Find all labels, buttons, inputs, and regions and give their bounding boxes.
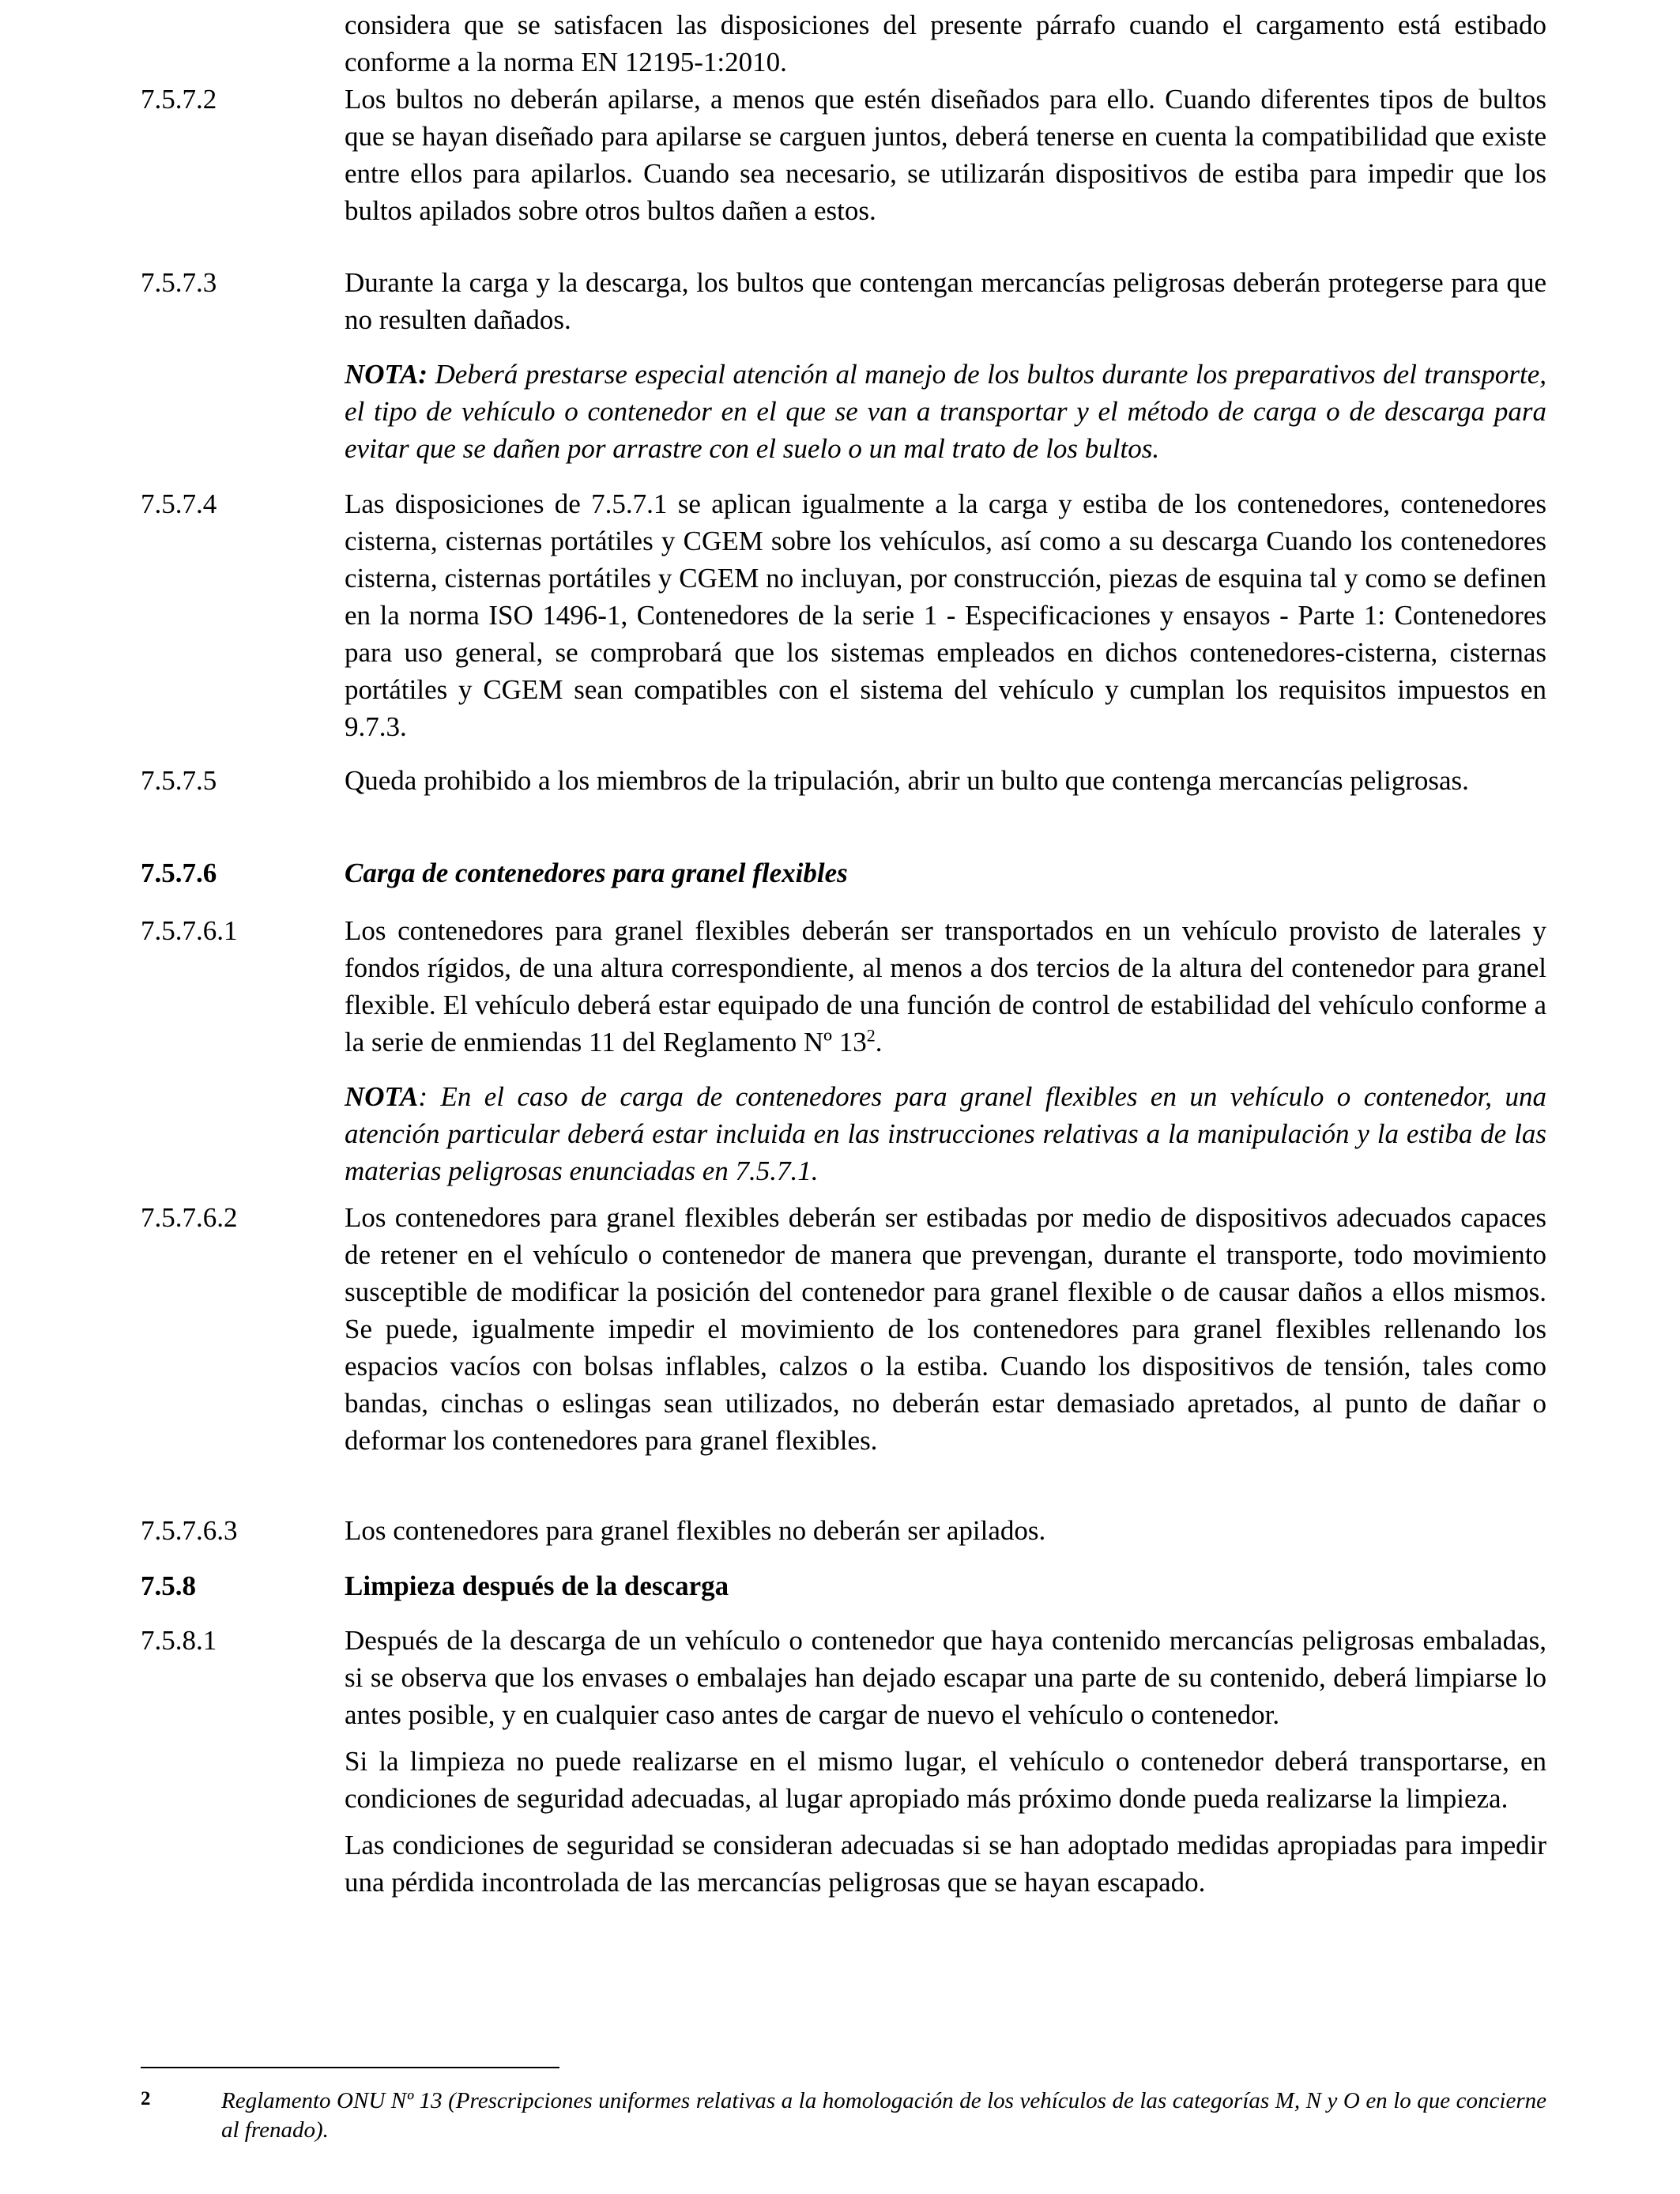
section-heading: Limpieza después de la descarga — [345, 1570, 729, 1601]
footnote-text: Reglamento ONU Nº 13 (Prescripciones uniformes relativas a la homologación de los vehículos de las categorías M, N y O en lo que concierne al frenado). — [221, 2088, 1546, 2143]
section-number: 7.5.8 — [141, 1570, 196, 1601]
section-body — [345, 264, 1546, 467]
footnote-reference: 2 — [866, 1025, 876, 1046]
footnote-mark: 2 — [141, 2088, 151, 2109]
note-paragraph — [345, 1078, 1546, 1189]
section-text: Los contenedores para granel flexibles deberán ser estibadas por medio de dispositivos adecuados capaces de retener en el vehículo o contenedor de manera que prevengan, durante el transporte, todo movimiento susceptible de modificar la posición del contenedor para granel flexible o de causar daños a ellos mismos. Se puede, igualmente impedir el movimiento de los contenedores para granel flexibles rellenando los espacios vacíos con bolsas inflables, calzos o la estiba. Cuando los dispositivos de tensión, tales como bandas, cinchas o eslingas sean utilizados, no deberán estar demasiado apretados, al punto de dañar o deformar los contenedores para granel flexibles. — [345, 1202, 1546, 1456]
paragraph-2: Si la limpieza no puede realizarse en el mismo lugar, el vehículo o contenedor deberá transportarse, en condiciones de seguridad adecuadas, al lugar apropiado más próximo donde pueda realizarse la limpieza. — [345, 1746, 1546, 1814]
section-heading: Carga de contenedores para granel flexibles — [345, 858, 848, 888]
section-text: Las disposiciones de 7.5.7.1 se aplican igualmente a la carga y estiba de los contenedores, contenedores cisterna, cisternas portátiles y CGEM sobre los vehículos, así como a su descarga Cuando los contenedores cisterna, cisternas portátiles y CGEM no incluyan, por construcción, piezas de esquina tal y como se definen en la norma ISO 1496-1, Contenedores de la serie 1 - Especificaciones y ensayos - Parte 1: Contenedores para uso general, se comprobará que los sistemas empleados en dichos contenedores-cisterna, cisternas portátiles y CGEM sean compatibles con el sistema del vehículo y cumplan los requisitos impuestos en 9.7.3. — [345, 488, 1546, 742]
footnote-separator — [141, 2067, 559, 2068]
section-number: 7.5.7.6.1 — [141, 915, 238, 946]
section-body — [345, 1622, 1546, 1901]
section-number: 7.5.7.6 — [141, 858, 217, 888]
section-number: 7.5.7.6.2 — [141, 1202, 238, 1233]
section-number: 7.5.7.2 — [141, 84, 217, 115]
section-text: Queda prohibido a los miembros de la tripulación, abrir un bulto que contenga mercancías peligrosas. — [345, 765, 1469, 796]
section-text: Durante la carga y la descarga, los bultos que contengan mercancías peligrosas deberán protegerse para que no resulten dañados. — [345, 267, 1546, 335]
section-number: 7.5.7.3 — [141, 267, 217, 298]
section-number: 7.5.7.5 — [141, 765, 217, 796]
section-text: Los bultos no deberán apilarse, a menos que estén diseñados para ello. Cuando diferentes tipos de bultos que se hayan diseñado para apilarse se carguen juntos, deberá tenerse en cuenta la compatibilidad que existe entre ellos para apilarlos. Cuando sea necesario, se utilizarán dispositivos de estiba para impedir que los bultos apilados sobre otros bultos dañen a estos. — [345, 84, 1546, 226]
note-label: NOTA — [345, 1081, 419, 1112]
paragraph-3: Las condiciones de seguridad se consideran adecuadas si se han adoptado medidas apropiadas para impedir una pérdida incontrolada de las mercancías peligrosas que se hayan escapado. — [345, 1830, 1546, 1898]
continuation-text: considera que se satisfacen las disposiciones del presente párrafo cuando el cargamento está estibado conforme a la norma EN 12195-1:2010. — [345, 9, 1546, 77]
note-paragraph — [345, 356, 1546, 467]
note-label: NOTA: — [345, 359, 428, 390]
section-number: 7.5.7.4 — [141, 488, 217, 519]
paragraph-1: Después de la descarga de un vehículo o contenedor que haya contenido mercancías peligrosas embaladas, si se observa que los envases o embalajes han dejado escapar una parte de su contenido, deberá limpiarse lo antes posible, y en cualquier caso antes de cargar de nuevo el vehículo o contenedor. — [345, 1625, 1546, 1730]
section-body — [345, 912, 1546, 1189]
section-text-main: Los contenedores para granel flexibles deberán ser transportados en un vehículo provisto de laterales y fondos rígidos, de una altura correspondiente, al menos a dos tercios de la altura del contenedor para granel flexible. El vehículo deberá estar equipado de una función de control de estabilidad del vehículo conforme a la serie de enmiendas 11 del Reglamento Nº 13 — [345, 915, 1546, 1057]
section-number: 7.5.8.1 — [141, 1625, 217, 1656]
section-number: 7.5.7.6.3 — [141, 1515, 238, 1546]
section-text: Los contenedores para granel flexibles no deberán ser apilados. — [345, 1515, 1046, 1546]
note-text: : En el caso de carga de contenedores para granel flexibles en un vehículo o contenedor, una atención particular deberá estar incluida en las instrucciones relativas a la manipulación y la estiba de las materias peligrosas enunciadas en 7.5.7.1. — [345, 1081, 1546, 1186]
section-text — [345, 912, 1546, 1061]
section-text-end: . — [875, 1027, 883, 1057]
note-text: Deberá prestarse especial atención al manejo de los bultos durante los preparativos del transporte, el tipo de vehículo o contenedor en el que se van a transportar y el método de carga o de descarga para evitar que se dañen por arrastre con el suelo o un mal trato de los bultos. — [345, 359, 1546, 464]
